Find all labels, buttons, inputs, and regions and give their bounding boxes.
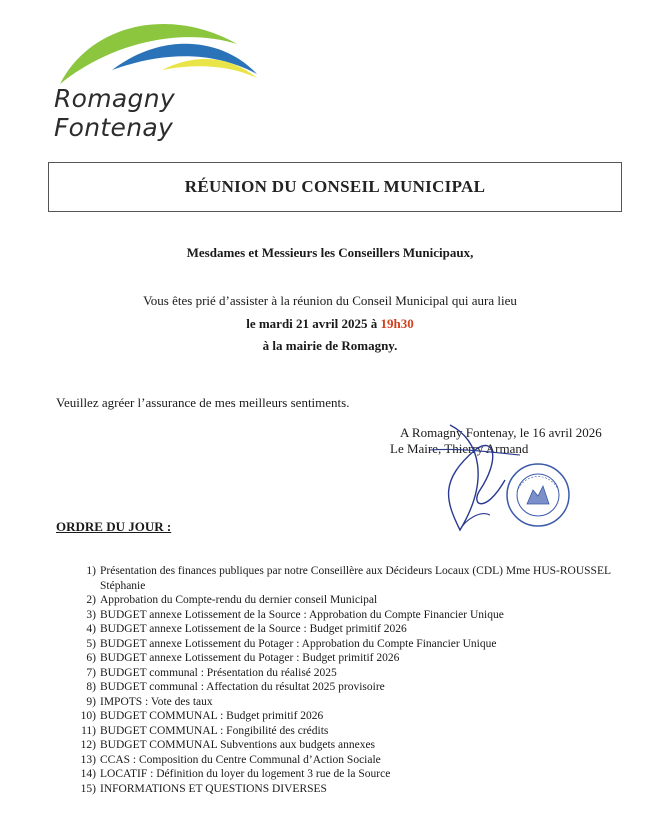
agenda-list: [74, 564, 634, 796]
town-logo: [52, 12, 267, 142]
salutation: Mesdames et Messieurs les Conseillers Municipaux,: [186, 245, 474, 260]
signature-name: Le Maire, Thierry Armand: [390, 441, 529, 456]
mairie-stamp-icon: [505, 462, 571, 528]
list-item: 13) CCAS : Composition du Centre Communal d’Action Sociale: [80, 753, 381, 766]
list-item: 3) BUDGET annexe Lotissement de la Source : Approbation du Compte Financier Unique: [86, 608, 504, 621]
list-item: 12) BUDGET COMMUNAL Subventions aux budgets annexes: [80, 739, 376, 751]
meeting-place: à la mairie de Romagny.: [262, 338, 398, 353]
list-item: 11) BUDGET COMMUNAL : Fongibilité des crédits: [81, 724, 329, 737]
invitation-text: Vous êtes prié d’assister à la réunion du Conseil Municipal qui aura lieu: [143, 293, 517, 308]
list-item: 8) BUDGET communal : Affectation du résultat 2025 provisoire: [86, 681, 385, 693]
title-box: [48, 162, 622, 212]
meeting-date: [0, 316, 660, 332]
list-item: 5) BUDGET annexe Lotissement du Potager : Approbation du Compte Financier Unique: [86, 637, 497, 650]
agenda-title: ORDRE DU JOUR :: [56, 519, 172, 534]
list-item: 7) BUDGET communal : Présentation du réalisé 2025: [86, 666, 337, 679]
list-item: 2) Approbation du Compte-rendu du dernier conseil Municipal: [86, 594, 378, 606]
logo-wordmark: Romagny Fontenay: [54, 84, 175, 142]
list-item: 15) INFORMATIONS ET QUESTIONS DIVERSES: [80, 782, 327, 795]
meeting-time: 19h30: [380, 316, 414, 331]
closing-regards: Veuillez agréer l’assurance de mes meilleurs sentiments.: [56, 395, 350, 410]
list-item: 14) LOCATIF : Définition du loyer du logement 3 rue de la Source: [80, 768, 391, 780]
page-title: RÉUNION DU CONSEIL MUNICIPAL: [184, 177, 486, 196]
logo-arc-icon: [52, 12, 267, 92]
list-item: 4) BUDGET annexe Lotissement de la Source : Budget primitif 2026: [86, 623, 407, 635]
list-item: 10) BUDGET COMMUNAL : Budget primitif 2026: [80, 710, 324, 722]
list-item: 1) Présentation des finances publiques par notre Conseillère aux Décideurs Locaux (CDL) Mme HUS-ROUSSEL Stéphanie: [86, 565, 611, 592]
list-item: 6) BUDGET annexe Lotissement du Potager : Budget primitif 2026: [86, 652, 400, 664]
meeting-date-prefix: le mardi 21 avril 2025 à: [246, 316, 381, 331]
signature-place-date: A Romagny Fontenay, le 16 avril 2026: [400, 425, 602, 440]
list-item: 9) IMPOTS : Vote des taux: [86, 695, 213, 708]
